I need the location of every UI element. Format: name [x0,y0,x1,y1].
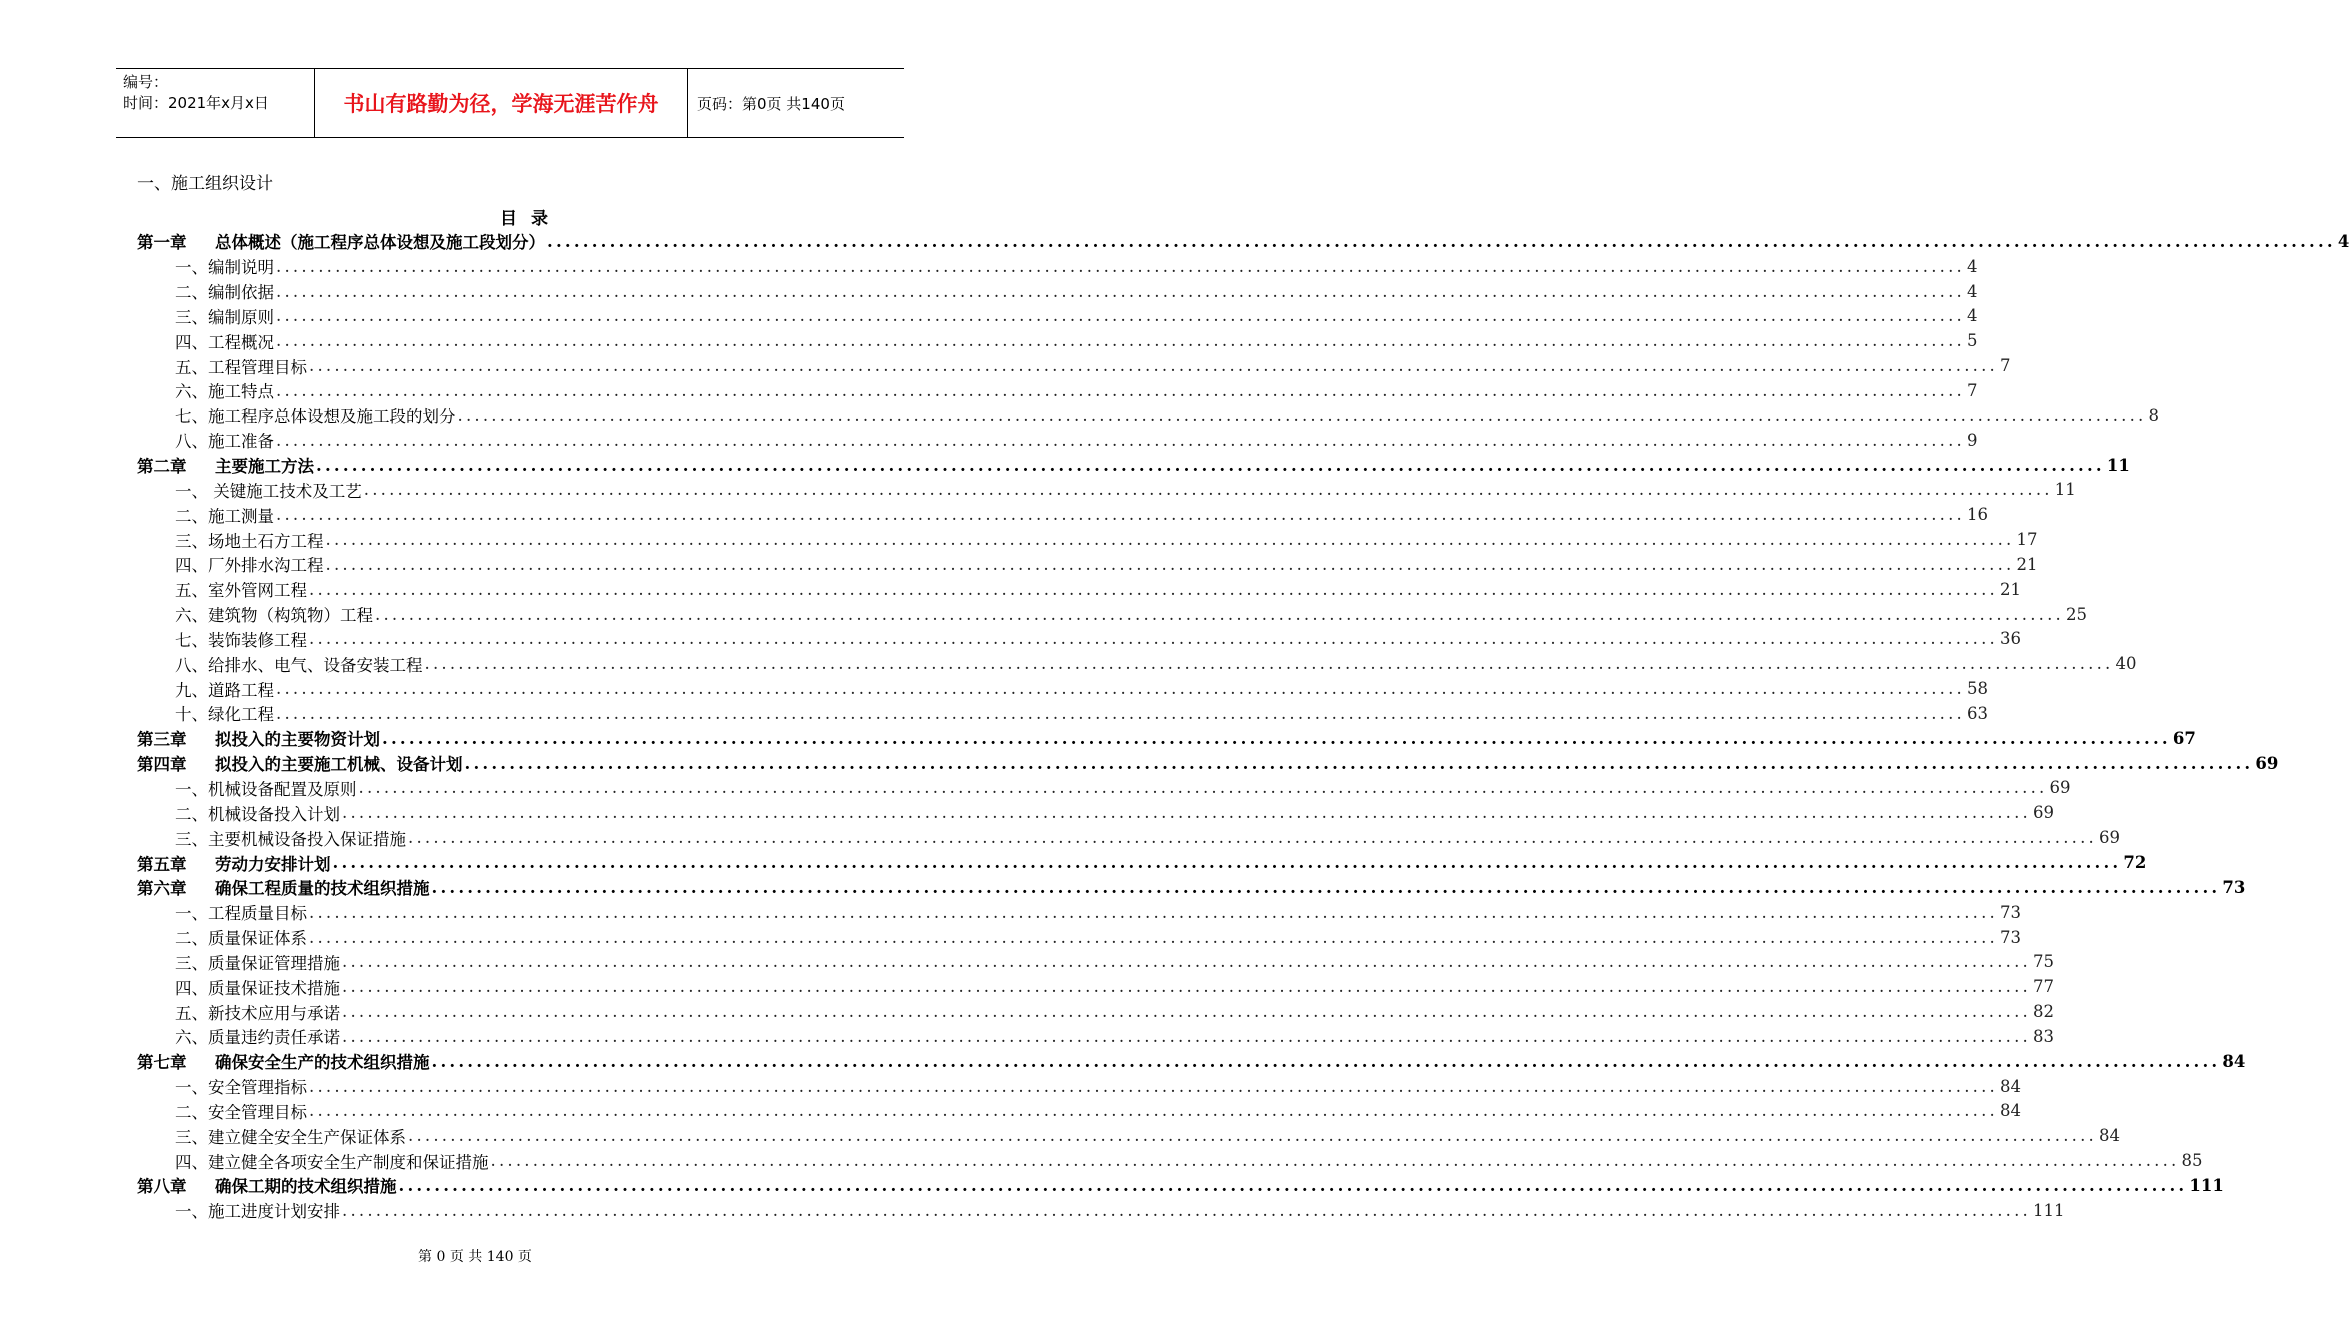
toc-page-number: 21 [2016,554,2038,574]
toc-page-number: 84 [1999,1076,2021,1096]
toc-page-number: 69 [2032,803,2054,823]
toc-page-number: 7 [1999,356,2011,376]
toc-entry-text: 八、给排水、电气、设备安装工程 [175,655,423,675]
toc-entry-title [137,776,357,800]
toc-page-number: 69 [2255,753,2279,773]
toc-entry[interactable] [137,254,1978,279]
toc-dot-leader: ........................................................................................................................................................................................................ [490,1151,2180,1171]
toc-entry[interactable] [137,875,2246,900]
toc-page-number: 40 [2115,654,2137,674]
toc-entry-title [137,1049,430,1073]
toc-page-number: 5 [1966,331,1978,351]
table-of-contents [137,229,2349,1223]
toc-entry[interactable] [137,825,2120,850]
toc-entry[interactable] [137,428,1978,453]
toc-chapter-number: 第一章 [137,233,187,253]
toc-entry-title [137,378,274,402]
toc-entry-title [137,279,274,303]
toc-entry-title [137,627,307,651]
toc-page-number: 7 [1966,380,1978,400]
toc-entry-text: 四、工程概况 [175,332,274,352]
toc-page-number: 83 [2032,1026,2054,1046]
toc-entry-text: 一、机械设备配置及原则 [175,779,357,799]
toc-entry-text: 二、施工测量 [175,506,274,526]
toc-dot-leader: ........................................................................................................................................................................................................ [276,331,1965,351]
toc-entry-text: 一、施工进度计划安排 [175,1202,340,1222]
toc-page-number: 75 [2032,952,2054,972]
toc-entry-text: 六、建筑物（构筑物）工程 [175,606,373,626]
header-number: 编号： [123,73,169,91]
toc-entry-text: 二、安全管理目标 [175,1102,307,1122]
toc-page-number: 11 [2106,455,2130,475]
header-motto: 书山有路勤为径，学海无涯苦作舟 [315,69,688,137]
toc-entry-title [137,975,340,999]
toc-page-number: 4 [1966,256,1978,276]
toc-dot-leader: ........................................................................................................................................................................................................ [309,579,1998,599]
toc-entry-text: 五、新技术应用与承诺 [175,1003,340,1023]
toc-chapter-number: 第四章 [137,755,187,775]
toc-entry-title [137,1124,406,1148]
toc-page-number: 111 [2189,1175,2224,1195]
toc-entry-text: 三、质量保证管理措施 [175,953,340,973]
toc-dot-leader: ........................................................................................................................................................................................................ [431,877,2221,897]
toc-entry-text: 主要施工方法 [215,457,314,477]
toc-title: 目录 [500,209,562,229]
toc-entry[interactable] [137,328,1978,353]
toc-entry[interactable] [137,1148,2203,1173]
toc-entry-text: 二、质量保证体系 [175,929,307,949]
toc-entry-text: 一、工程质量目标 [175,904,307,924]
toc-page-number: 16 [1966,505,1988,525]
toc-entry[interactable] [137,1198,2065,1223]
toc-entry-text: 十、绿化工程 [175,705,274,725]
page-footer: 第 0 页 共 140 页 [418,1249,532,1265]
toc-page-number: 111 [2032,1200,2065,1220]
toc-entry[interactable] [137,1123,2120,1148]
toc-entry-text: 三、编制原则 [175,307,274,327]
toc-entry-title [137,453,314,477]
toc-dot-leader: ........................................................................................................................................................................................................ [309,902,1998,922]
toc-dot-leader: ........................................................................................................................................................................................................ [342,977,2031,997]
toc-entry-title [137,478,362,502]
toc-entry[interactable] [137,1099,2021,1124]
toc-dot-leader: ........................................................................................................................................................................................................ [276,430,1965,450]
toc-dot-leader: ........................................................................................................................................................................................................ [408,1126,2097,1146]
toc-page-number: 84 [2222,1051,2246,1071]
toc-chapter-number: 第三章 [137,730,187,750]
toc-chapter-number: 第七章 [137,1053,187,1073]
toc-dot-leader: ........................................................................................................................................................................................................ [276,281,1965,301]
toc-entry[interactable] [137,527,2038,552]
toc-entry-text: 一、编制说明 [175,258,274,278]
toc-entry-title [137,254,274,278]
toc-entry[interactable] [137,701,1988,726]
toc-page-number: 36 [1999,629,2021,649]
toc-entry[interactable] [137,403,2159,428]
toc-entry-text: 九、道路工程 [175,680,274,700]
toc-page-number: 4 [1966,281,1978,301]
toc-entry-title [137,403,456,427]
header-meta [116,69,315,137]
toc-dot-leader: ........................................................................................................................................................................................................ [309,1101,1998,1121]
toc-entry-title [137,1149,489,1173]
toc-dot-leader: ........................................................................................................................................................................................................ [276,505,1965,525]
toc-entry-title [137,826,406,850]
toc-entry-text: 八、施工准备 [175,432,274,452]
toc-entry-title [137,552,324,576]
toc-entry[interactable] [137,651,2137,676]
toc-page-number: 25 [2065,604,2087,624]
toc-dot-leader: ........................................................................................................................................................................................................ [325,530,2015,550]
toc-entry[interactable] [137,999,2054,1024]
toc-entry[interactable] [137,776,2071,801]
toc-page-number: 85 [2181,1151,2203,1171]
toc-dot-leader: ........................................................................................................................................................................................................ [332,853,2122,873]
toc-entry-title [137,900,307,924]
toc-dot-leader: ........................................................................................................................................................................................................ [398,1175,2188,1195]
toc-page-number: 73 [2222,877,2246,897]
toc-dot-leader: ........................................................................................................................................................................................................ [276,380,1965,400]
toc-entry[interactable] [137,552,2038,577]
toc-dot-leader: ........................................................................................................................................................................................................ [309,927,1998,947]
toc-page-number: 11 [2054,480,2076,500]
toc-entry[interactable] [137,974,2054,999]
toc-dot-leader: ........................................................................................................................................................................................................ [375,604,2064,624]
toc-entry-title [137,428,274,452]
toc-entry-text: 总体概述（施工程序总体设想及施工段划分） [215,233,545,253]
toc-entry-title [137,1074,307,1098]
toc-entry[interactable] [137,676,1988,701]
toc-entry-title [137,503,274,527]
toc-dot-leader: ........................................................................................................................................................................................................ [382,728,2171,748]
toc-entry-title [137,1000,340,1024]
toc-page-number: 84 [2098,1126,2120,1146]
toc-entry-text: 三、场地土石方工程 [175,531,324,551]
header-page-info: 页码：第0页 共140页 [697,94,845,113]
toc-entry[interactable] [137,502,1988,527]
toc-entry[interactable] [137,477,2076,502]
toc-dot-leader: ........................................................................................................................................................................................................ [309,629,1998,649]
toc-entry-title [137,677,274,701]
toc-entry-text: 一、 关键施工技术及工艺 [175,481,362,501]
toc-chapter-number: 第八章 [137,1177,187,1197]
toc-entry[interactable] [137,1024,2054,1049]
toc-entry-text: 六、质量违约责任承诺 [175,1028,340,1048]
toc-chapter-number: 第二章 [137,457,187,477]
toc-entry-title [137,1099,307,1123]
toc-entry-title [137,950,340,974]
toc-page-number: 69 [2049,778,2071,798]
page-header [116,68,904,138]
toc-dot-leader: ........................................................................................................................................................................................................ [424,654,2114,674]
toc-entry-text: 二、编制依据 [175,283,274,303]
toc-entry-title [137,1173,397,1197]
toc-entry-title [137,354,307,378]
toc-entry[interactable] [137,577,2021,602]
toc-page-number: 84 [1999,1101,2021,1121]
toc-chapter-number: 第五章 [137,854,187,874]
toc-entry-title [137,577,307,601]
toc-entry-text: 二、机械设备投入计划 [175,804,340,824]
toc-page-number: 77 [2032,977,2054,997]
toc-dot-leader: ........................................................................................................................................................................................................ [547,231,2336,251]
toc-entry-text: 四、质量保证技术措施 [175,978,340,998]
toc-page-number: 4 [1966,306,1978,326]
toc-dot-leader: ........................................................................................................................................................................................................ [342,952,2031,972]
toc-entry-text: 六、施工特点 [175,382,274,402]
toc-entry-text: 确保工程质量的技术组织措施 [215,879,430,899]
toc-entry[interactable] [137,378,1978,403]
toc-page-number: 72 [2123,853,2147,873]
toc-dot-leader: ........................................................................................................................................................................................................ [408,828,2097,848]
toc-entry[interactable] [137,726,2196,751]
toc-entry-text: 五、室外管网工程 [175,581,307,601]
toc-entry-text: 七、施工程序总体设想及施工段的划分 [175,407,456,427]
toc-entry[interactable] [137,949,2054,974]
toc-entry-title [137,726,380,750]
toc-entry-title [137,851,331,875]
toc-dot-leader: ........................................................................................................................................................................................................ [342,1026,2031,1046]
toc-entry-title [137,652,423,676]
toc-entry[interactable] [137,627,2021,652]
toc-entry[interactable] [137,800,2054,825]
toc-dot-leader: ........................................................................................................................................................................................................ [316,455,2105,475]
toc-entry-title [137,304,274,328]
toc-entry-text: 三、建立健全安全生产保证体系 [175,1127,406,1147]
toc-entry-title [137,1198,340,1222]
toc-entry-text: 一、安全管理指标 [175,1078,307,1098]
toc-entry-title [137,602,373,626]
toc-entry-text: 劳动力安排计划 [215,854,331,874]
toc-dot-leader: ........................................................................................................................................................................................................ [342,1002,2031,1022]
toc-dot-leader: ........................................................................................................................................................................................................ [431,1051,2221,1071]
toc-entry[interactable] [137,304,1978,329]
toc-dot-leader: ........................................................................................................................................................................................................ [309,356,1998,376]
toc-entry[interactable] [137,453,2130,478]
toc-page-number: 73 [1999,902,2021,922]
toc-dot-leader: ........................................................................................................................................................................................................ [309,1076,1998,1096]
toc-entry-title [137,1024,340,1048]
header-time: 时间：2021年x月x日 [123,94,269,112]
toc-entry[interactable] [137,602,2087,627]
toc-entry[interactable] [137,229,2349,254]
toc-dot-leader: ........................................................................................................................................................................................................ [457,405,2147,425]
toc-page-number: 73 [1999,927,2021,947]
toc-page-number: 4 [2337,231,2349,251]
toc-entry-text: 五、工程管理目标 [175,357,307,377]
toc-page-number: 9 [1966,430,1978,450]
toc-dot-leader: ........................................................................................................................................................................................................ [325,554,2015,574]
section-title: 一、施工组织设计 [137,174,273,194]
toc-entry[interactable] [137,751,2279,776]
toc-entry[interactable] [137,1074,2021,1099]
toc-page-number: 58 [1966,679,1988,699]
toc-page-number: 21 [1999,579,2021,599]
toc-page-number: 67 [2172,728,2196,748]
toc-dot-leader: ........................................................................................................................................................................................................ [276,306,1965,326]
toc-page-number: 82 [2032,1002,2054,1022]
toc-dot-leader: ........................................................................................................................................................................................................ [358,778,2048,798]
toc-entry[interactable] [137,850,2147,875]
toc-dot-leader: ........................................................................................................................................................................................................ [363,480,2053,500]
toc-entry[interactable] [137,925,2021,950]
toc-entry[interactable] [137,353,2011,378]
toc-dot-leader: ........................................................................................................................................................................................................ [342,803,2031,823]
toc-entry[interactable] [137,900,2021,925]
toc-entry[interactable] [137,279,1978,304]
toc-dot-leader: ........................................................................................................................................................................................................ [276,679,1965,699]
toc-entry-title [137,229,545,253]
toc-entry-text: 确保安全生产的技术组织措施 [215,1053,430,1073]
toc-dot-leader: ........................................................................................................................................................................................................ [464,753,2254,773]
toc-entry-title [137,329,274,353]
toc-entry-text: 七、装饰装修工程 [175,630,307,650]
toc-page-number: 63 [1966,703,1988,723]
toc-page-number: 17 [2016,530,2038,550]
toc-entry-title [137,701,274,725]
toc-entry-text: 确保工期的技术组织措施 [215,1177,397,1197]
toc-dot-leader: ........................................................................................................................................................................................................ [276,703,1965,723]
toc-entry-title [137,751,463,775]
toc-page-number: 8 [2148,405,2159,425]
toc-entry[interactable] [137,1173,2224,1198]
toc-entry-title [137,528,324,552]
toc-entry[interactable] [137,1049,2246,1074]
toc-entry-text: 拟投入的主要物资计划 [215,730,380,750]
toc-entry-text: 拟投入的主要施工机械、设备计划 [215,755,463,775]
toc-chapter-number: 第六章 [137,879,187,899]
toc-dot-leader: ........................................................................................................................................................................................................ [342,1200,2031,1220]
toc-entry-title [137,875,430,899]
toc-entry-text: 四、厂外排水沟工程 [175,556,324,576]
toc-entry-text: 三、主要机械设备投入保证措施 [175,829,406,849]
toc-entry-title [137,925,307,949]
toc-page-number: 69 [2098,828,2120,848]
toc-dot-leader: ........................................................................................................................................................................................................ [276,256,1965,276]
toc-entry-title [137,801,340,825]
toc-entry-text: 四、建立健全各项安全生产制度和保证措施 [175,1152,489,1172]
